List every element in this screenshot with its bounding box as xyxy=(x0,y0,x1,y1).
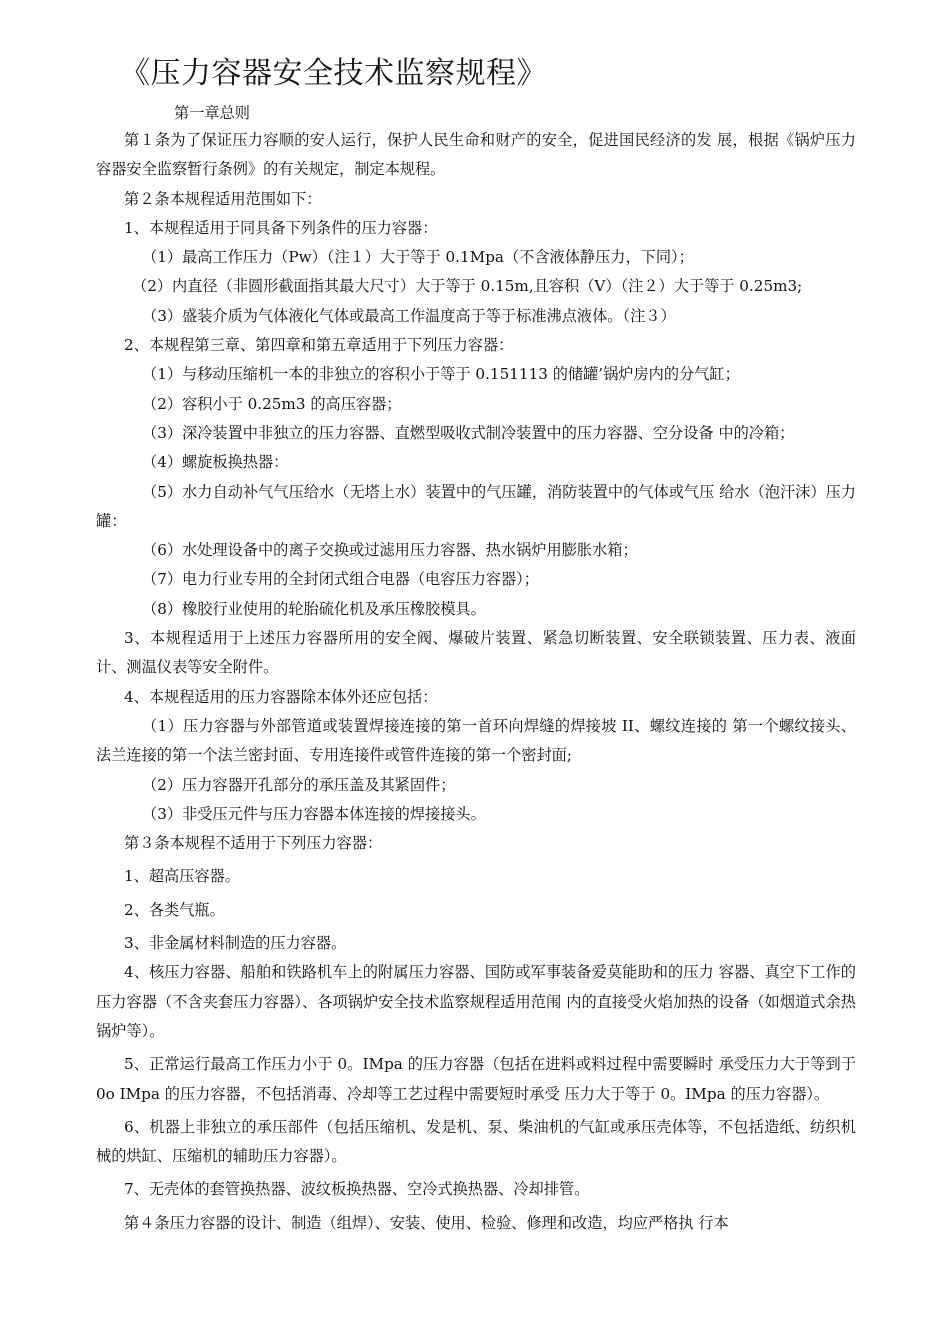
paragraph: 第４条压力容器的设计、制造（组焊）、安装、使用、检验、修理和改造，均应严格执 行本 xyxy=(124,1213,729,1232)
paragraph: （3）盛装介质为气体液化气体或最高工作温度高于等于标准沸点液体。（注３） xyxy=(142,306,676,325)
paragraph: 3、本规程适用于上述压力容器所用的安全阀、爆破片装置、紧急切断装置、安全联锁装置、压力表、液面计、测温仪表等安全附件。 xyxy=(96,629,856,677)
paragraph: 2、本规程第三章、第四章和第五章适用于下列压力容器： xyxy=(124,336,514,355)
paragraph: （5）水力自动补气气压给水（无塔上水）装置中的气压罐，消防装置中的气体或气压 给水（泡汗沫）压力罐： xyxy=(96,482,856,530)
paragraph: （8）橡胶行业使用的轮胎硫化机及承压橡胶模具。 xyxy=(142,599,486,618)
paragraph: 4、本规程适用的压力容器除本体外还应包括： xyxy=(124,687,438,706)
paragraph: 第２条本规程适用范围如下： xyxy=(124,189,322,208)
paragraph: （2）压力容器开孔部分的承压盖及其紧固件； xyxy=(142,775,456,794)
paragraph: （3）非受压元件与压力容器本体连接的焊接接头。 xyxy=(142,804,486,823)
chapter-heading: 第一章总则 xyxy=(174,104,250,122)
paragraph: 4、核压力容器、船舶和铁路机车上的附属压力容器、国防或军事装备爱莫能助和的压力 容器、真空下工作的压力容器（不含夹套压力容器）、各项锅炉安全技术监察规程适用范闱 内的直接受火焰加热的设备（如烟道式余热锅炉等）。 xyxy=(96,963,856,1040)
document-page xyxy=(96,52,856,1238)
paragraph: （1）压力容器与外部管道或装置焊接连接的第一首环向焊缝的焊接坡 II、螺纹连接的 第一个螺纹接头、法兰连接的第一个法兰密封面、专用连接件或管件连接的第一个密封面; xyxy=(96,716,856,765)
paragraph: 7、无壳体的套管换热器、波纹板换热器、空冷式换热器、冷却排管。 xyxy=(124,1180,590,1199)
paragraph: （2）容积小于 0.25m3 的高压容器； xyxy=(142,394,402,413)
paragraph: 第３条本规程不适用于下列压力容器： xyxy=(124,834,383,853)
paragraph: （3）深冷装置中非独立的压力容器、直燃型吸收式制冷装置中的压力容器、空分设备 中的冷箱； xyxy=(142,423,795,442)
paragraph: （7）电力行业专用的全封闭式组合电器（电容压力容器）； xyxy=(142,570,539,589)
paragraph: 1、超高压容器。 xyxy=(124,867,240,886)
paragraph: 3、非金属材料制造的压力容器。 xyxy=(124,934,347,953)
paragraph: （6）水处理设备中的离子交换或过滤用压力容器、热水锅炉用膨胀水箱； xyxy=(142,541,638,560)
paragraph: 1、本规程适用于同具备下列条件的压力容器： xyxy=(124,218,438,237)
paragraph: 6、机器上非独立的承压部件（包括压缩机、发是机、泵、柴油机的气缸或承压壳体等，不包括造纸、纺织机械的烘缸、压缩机的辅助压力容器）。 xyxy=(96,1117,856,1166)
paragraph: 第１条为了保证压力容顺的安人运行，保护人民生命和财产的安全，促进国民经济的发 展，根据《锅炉压力容器安全监察暂行条例》的有关规定，制定本规程。 xyxy=(96,131,856,179)
document-title: 《压力容器安全技术监察规程》 xyxy=(120,56,547,91)
paragraph: 5、正常运行最高工作压力小于 0。IMpa 的压力容器（包括在进料或料过程中需要瞬时 承受压力大于等到于 0o IMpa 的压力容器，不包括消毒、冷却等工艺过程中需要短时承受 压力大于等于 0。IMpa 的压力容器）。 xyxy=(96,1055,856,1103)
paragraph: （1）最高工作压力（Pw）（注１）大于等于 0.1Mpa（不含液体静压力，下同）； xyxy=(142,248,694,267)
paragraph: （1）与移动压缩机一本的非独立的容积小于等于 0.151113 的储罐’锅炉房内的分气缸； xyxy=(142,365,740,384)
paragraph: 2、各类气瓶。 xyxy=(124,900,225,919)
paragraph: （4）螺旋板换热器： xyxy=(142,453,289,472)
document-body xyxy=(96,126,856,1238)
paragraph: （2）内直径（非圆形截面指其最大尺寸）大于等于 0.15m,且容积（V）（注２）大于等于 0.25m3; xyxy=(132,277,803,296)
